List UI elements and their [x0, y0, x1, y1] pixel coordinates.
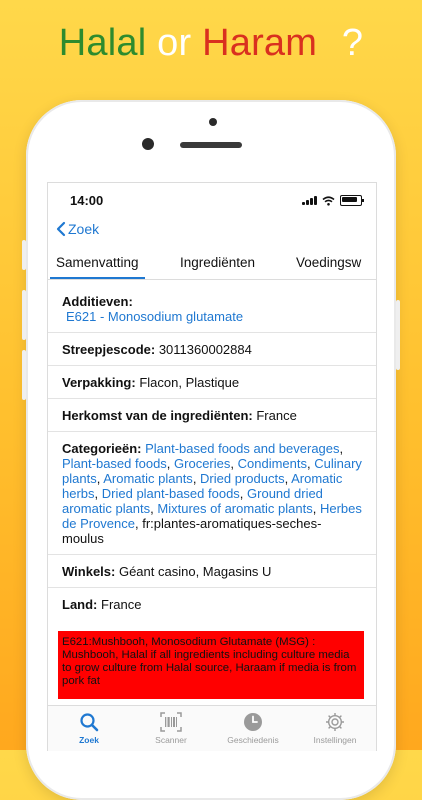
chevron-left-icon: [56, 221, 66, 237]
app-screen: [47, 182, 377, 751]
product-details: [48, 285, 376, 620]
tab-ingredients[interactable]: Ingrediënten: [180, 255, 256, 270]
categories-label: Categorieën:: [62, 441, 142, 456]
phone-sensor: [209, 118, 217, 126]
back-button[interactable]: [56, 221, 99, 237]
tabbar-history[interactable]: [212, 706, 294, 751]
stores-value: Géant casino, Magasins U: [118, 564, 272, 579]
additives-row: [48, 285, 376, 333]
origin-row: [48, 399, 376, 432]
packaging-row: [48, 366, 376, 399]
tabbar-settings[interactable]: [294, 706, 376, 751]
category-link[interactable]: Aromatic herbs: [62, 471, 343, 501]
tabbar-search-label: Zoek: [79, 735, 99, 745]
tabbar-history-label: Geschiedenis: [227, 735, 279, 745]
categories-row: Categorieën: Plant-based foods and beverages, Plant-based foods, Groceries, Condiments, Culinary plants, Aromatic plants, Dried products, Aromatic herbs, Dried plant-based foods, Ground dried aromatic plants, Mixtures of aromatic plants, Herbes de Provence, fr:plantes-aromatiques-seches-moulus: [48, 432, 376, 555]
category-link[interactable]: Dried plant-based foods: [101, 486, 240, 501]
tabbar-scanner-label: Scanner: [155, 735, 187, 745]
phone-side-button: [22, 240, 26, 270]
back-label: Zoek: [68, 221, 100, 237]
wifi-icon: [322, 196, 335, 206]
phone-volume-down-button: [22, 350, 26, 400]
status-time: 14:00: [70, 193, 104, 208]
category-link[interactable]: Condiments: [237, 456, 307, 471]
headline-question: ?: [341, 22, 364, 64]
category-link[interactable]: Plant-based foods and beverages: [145, 441, 340, 456]
category-link[interactable]: Plant-based foods: [62, 456, 167, 471]
category-link[interactable]: Culinary plants: [62, 456, 362, 486]
headline-or: or: [157, 22, 192, 64]
category-link[interactable]: Dried products: [200, 471, 285, 486]
origin-label: Herkomst van de ingrediënten:: [62, 408, 253, 423]
nav-bar: [48, 219, 376, 243]
status-bar: [48, 183, 376, 217]
halal-status-warning: E621:Mushbooh, Monosodium Glutamate (MSG) : Mushbooh, Halal if all ingredients including culture media to grow culture from Halal source, Haraam if media is from pork fat: [58, 631, 364, 699]
tabbar-settings-label: Instellingen: [313, 735, 357, 745]
country-label: Land:: [62, 597, 98, 612]
country-row: [48, 588, 376, 620]
category-tail: fr:plantes-aromatiques-seches-moulus: [62, 516, 322, 546]
gear-icon: [325, 712, 345, 732]
cellular-signal-icon: [302, 196, 317, 205]
barcode-icon: [160, 712, 182, 732]
tab-nutrition[interactable]: Voedingsw: [296, 255, 362, 270]
category-link[interactable]: Ground dried aromatic plants: [62, 486, 323, 516]
stores-label: Winkels:: [62, 564, 116, 579]
additive-link[interactable]: E621 - Monosodium glutamate: [66, 309, 244, 324]
barcode-row: [48, 333, 376, 366]
additives-label: Additieven:: [62, 294, 133, 309]
status-icons: [302, 195, 362, 206]
barcode-label: Streepjescode:: [62, 342, 156, 357]
category-link[interactable]: Groceries: [174, 456, 231, 471]
tab-bar: [48, 705, 376, 751]
category-link[interactable]: Mixtures of aromatic plants: [157, 501, 313, 516]
origin-value: France: [256, 408, 297, 423]
category-link[interactable]: Herbes de Provence: [62, 501, 362, 531]
tab-summary[interactable]: Samenvatting: [56, 255, 139, 270]
phone-volume-up-button: [22, 290, 26, 340]
packaging-label: Verpakking:: [62, 375, 136, 390]
headline-halal: Halal: [58, 22, 147, 64]
headline-haram: Haram: [202, 22, 318, 64]
packaging-value: Flacon, Plastique: [139, 375, 240, 390]
phone-speaker: [180, 142, 242, 148]
segment-tabs: [48, 249, 376, 280]
tabbar-search[interactable]: [48, 706, 130, 751]
battery-icon: [340, 195, 362, 206]
barcode-value: 3011360002884: [158, 342, 252, 357]
headline: [0, 22, 422, 65]
clock-icon: [243, 712, 263, 732]
tabbar-scanner[interactable]: [130, 706, 212, 751]
phone-power-button: [396, 300, 400, 370]
category-link[interactable]: Aromatic plants: [103, 471, 193, 486]
country-value: France: [101, 597, 142, 612]
phone-camera: [142, 138, 154, 150]
stores-row: [48, 555, 376, 588]
search-icon: [79, 712, 99, 732]
